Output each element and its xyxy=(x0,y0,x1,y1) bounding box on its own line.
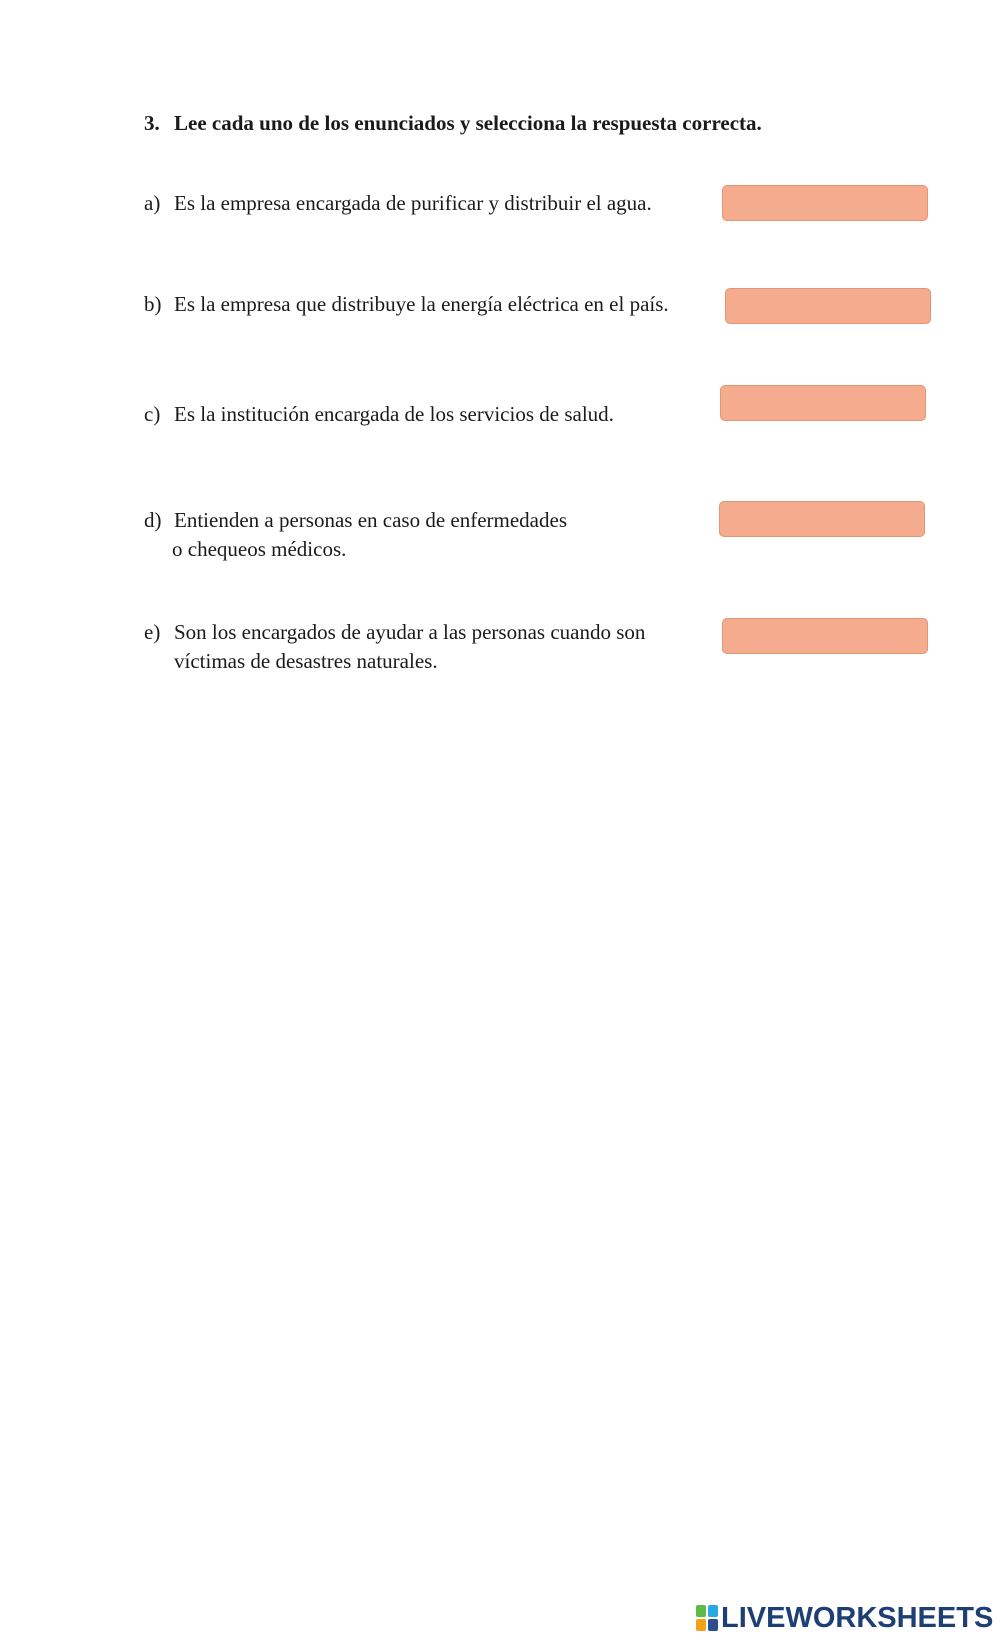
liveworksheets-logo-icon xyxy=(696,1605,718,1631)
statement-letter: a) xyxy=(144,191,161,215)
answer-dropdown-d[interactable] xyxy=(719,501,925,537)
question-title xyxy=(144,111,762,136)
statement-letter: e) xyxy=(144,620,161,644)
statement-c xyxy=(144,400,614,429)
statement-e xyxy=(144,618,645,676)
brand-name: LIVEWORKSHEETS xyxy=(721,1601,994,1634)
answer-dropdown-e[interactable] xyxy=(722,618,928,654)
statement-text: Entienden a personas en caso de enfermedades xyxy=(174,508,567,532)
liveworksheets-logo xyxy=(696,1601,993,1635)
statement-text: Son los encargados de ayudar a las personas cuando son xyxy=(174,620,646,644)
statement-text: Es la institución encargada de los servicios de salud. xyxy=(174,402,614,426)
statement-a xyxy=(144,189,652,218)
statement-text: Es la empresa encargada de purificar y distribuir el agua. xyxy=(174,191,652,215)
answer-dropdown-b[interactable] xyxy=(725,288,931,324)
statement-letter: d) xyxy=(144,508,162,532)
statement-text-continued: o chequeos médicos. xyxy=(172,537,347,561)
answer-dropdown-a[interactable] xyxy=(722,185,928,221)
statement-text: Es la empresa que distribuye la energía eléctrica en el país. xyxy=(174,292,669,316)
statement-letter: b) xyxy=(144,292,162,316)
statement-letter: c) xyxy=(144,402,161,426)
statement-text-continued: víctimas de desastres naturales. xyxy=(174,649,438,673)
question-text: Lee cada uno de los enunciados y selecciona la respuesta correcta. xyxy=(174,111,762,135)
statement-b xyxy=(144,290,669,319)
statement-d xyxy=(144,506,567,564)
question-number: 3. xyxy=(144,111,160,135)
answer-dropdown-c[interactable] xyxy=(720,385,926,421)
